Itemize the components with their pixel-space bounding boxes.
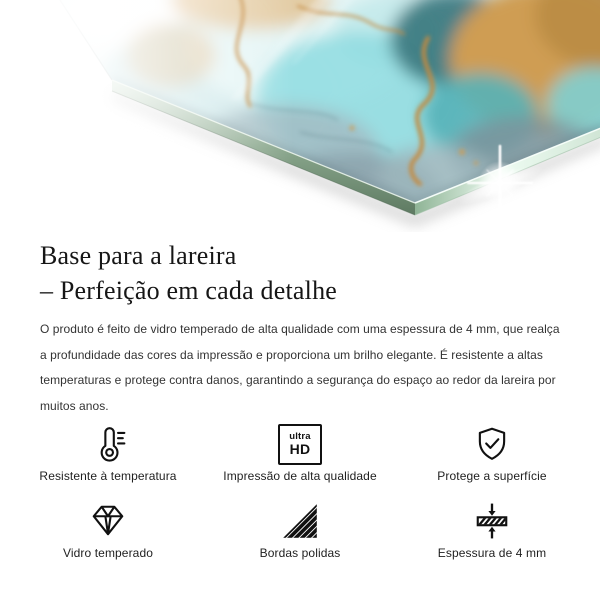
- feature-label: Impressão de alta qualidade: [223, 469, 377, 483]
- feature-label: Bordas polidas: [259, 546, 341, 560]
- feature-label: Protege a superfície: [437, 469, 547, 483]
- feature-label: Resistente à temperatura: [39, 469, 177, 483]
- title-line-2: – Perfeição em cada detalhe: [40, 276, 338, 305]
- glass-panel-image: [0, 0, 600, 232]
- product-description: O produto é feito de vidro temperado de alta qualidade com uma espessura de 4 mm, que realça a profundidade das cores da impressão e proporciona um brilho elegante. É resistente a altas temperaturas e protege contra danos, garantindo a segurança do espaço ao redor da lareira por muitos anos.: [40, 322, 560, 413]
- feature-surface-protection: [396, 424, 588, 483]
- feature-label: Vidro temperado: [63, 546, 153, 560]
- feature-thickness: [396, 501, 588, 560]
- product-image: [0, 0, 600, 232]
- feature-temperature-resistant: [12, 424, 204, 483]
- title-line-1: Base para a lareira: [40, 241, 237, 270]
- shield-check-icon: [473, 425, 511, 463]
- thickness-icon: [473, 502, 511, 540]
- page-title: [40, 238, 560, 308]
- feature-tempered-glass: [12, 501, 204, 560]
- ultra-hd-icon: [278, 424, 322, 465]
- diamond-icon: [89, 502, 127, 540]
- feature-print-quality: [204, 424, 396, 483]
- feature-polished-edges: [204, 501, 396, 560]
- feature-label: Espessura de 4 mm: [437, 546, 547, 560]
- ultra-hd-icon-text-top: ultra: [289, 430, 311, 442]
- ultra-hd-icon-text-bottom: HD: [289, 440, 311, 457]
- thermometer-icon: [89, 425, 127, 463]
- polished-edges-icon: [281, 502, 319, 540]
- feature-grid: [0, 424, 600, 560]
